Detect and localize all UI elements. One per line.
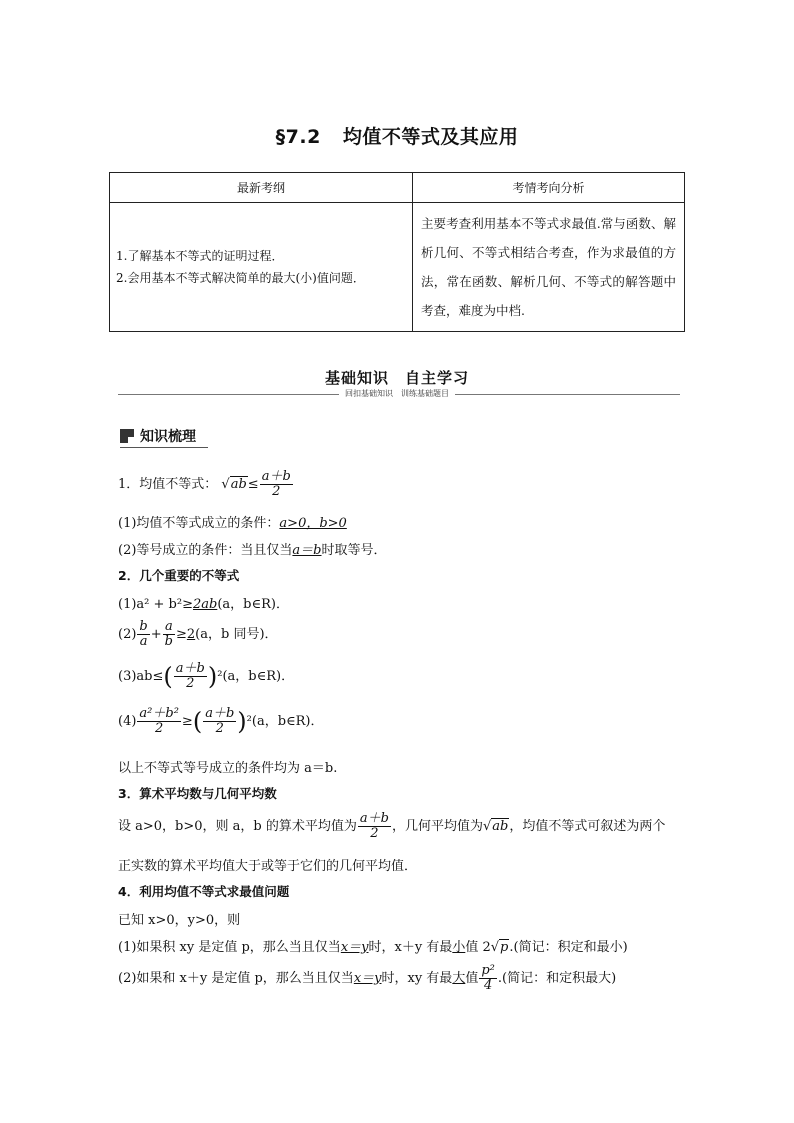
square-bullet-icon xyxy=(120,429,134,443)
item-1-heading: 1．均值不等式： √ab≤ $\frac{a+b}{2}$ xyxy=(118,469,291,499)
section-subheading: 回扣基础知识 训练基础题目 xyxy=(0,388,794,399)
item-4c: (2)如果和 x＋y 是定值 p，那么当且仅当x＝y时，xy 有最大值 $\frac{\text{p²}}{4}$ .(简记：和定积最大) xyxy=(118,963,617,993)
item-2-heading: 2．几个重要的不等式 xyxy=(118,568,240,583)
outline-header-right: 考情考向分析 xyxy=(413,173,685,203)
item-2e: 以上不等式等号成立的条件均为 a＝b. xyxy=(118,761,338,776)
sqrt-ab: √ab xyxy=(221,477,247,492)
outline-header-left: 最新考纲 xyxy=(110,173,413,203)
subsection-heading: 知识梳理 xyxy=(120,426,196,446)
item-2b: (2) $\frac{b}{a}$ + $\frac{a}{b}$ ≥2(a，b 同号)． xyxy=(118,619,278,649)
item-4-heading: 4．利用均值不等式求最值问题 xyxy=(118,884,290,899)
section-heading: 基础知识 自主学习 xyxy=(324,369,469,387)
page-title: §7.2 均值不等式及其应用 xyxy=(275,126,519,148)
fraction-a-plus-b-over-2: $\frac{a+b}{2}$ xyxy=(261,469,291,499)
item-3-heading: 3．算术平均数与几何平均数 xyxy=(118,786,277,801)
item-4b: (1)如果积 xy 是定值 p，那么当且仅当x＝y时，x＋y 有最小值 2√p.(简记：积定和最小) xyxy=(118,940,628,955)
item-3a: 设 a>0，b>0，则 a，b 的算术平均值为 $\frac{a+b}{2}$ ，几何平均值为√ab，均值不等式可叙述为两个 xyxy=(118,811,666,841)
item-3b: 正实数的算术平均值大于或等于它们的几何平均值． xyxy=(118,859,418,874)
outline-left-cell: 1.了解基本不等式的证明过程． 2.会用基本不等式解决简单的最大(小)值问题． xyxy=(110,203,413,332)
item-4a: 已知 x>0，y>0，则 xyxy=(118,913,241,928)
item-1b: (2)等号成立的条件：当且仅当a＝b时取等号． xyxy=(118,543,387,558)
item-2c: (3)ab≤( $\frac{a+b}{2}$ )²(a，b∈R)． xyxy=(118,661,295,691)
subsection-underline xyxy=(120,447,208,448)
item-1a: (1)均值不等式成立的条件：a>0，b>0 xyxy=(118,516,347,531)
item-2d: (4) $\frac{\text{a²＋b²}}{2}$ ≥( $\frac{a+b}{2}$ )²(a，b∈R)． xyxy=(118,706,324,736)
outline-table xyxy=(109,172,685,332)
item-2a: (1)a² + b²≥2ab(a，b∈R)． xyxy=(118,597,289,612)
outline-right-cell: 主要考查利用基本不等式求最值.常与函数、解析几何、不等式相结合考查，作为求最值的方法，常在函数、解析几何、不等式的解答题中考查，难度为中档. xyxy=(413,203,685,332)
